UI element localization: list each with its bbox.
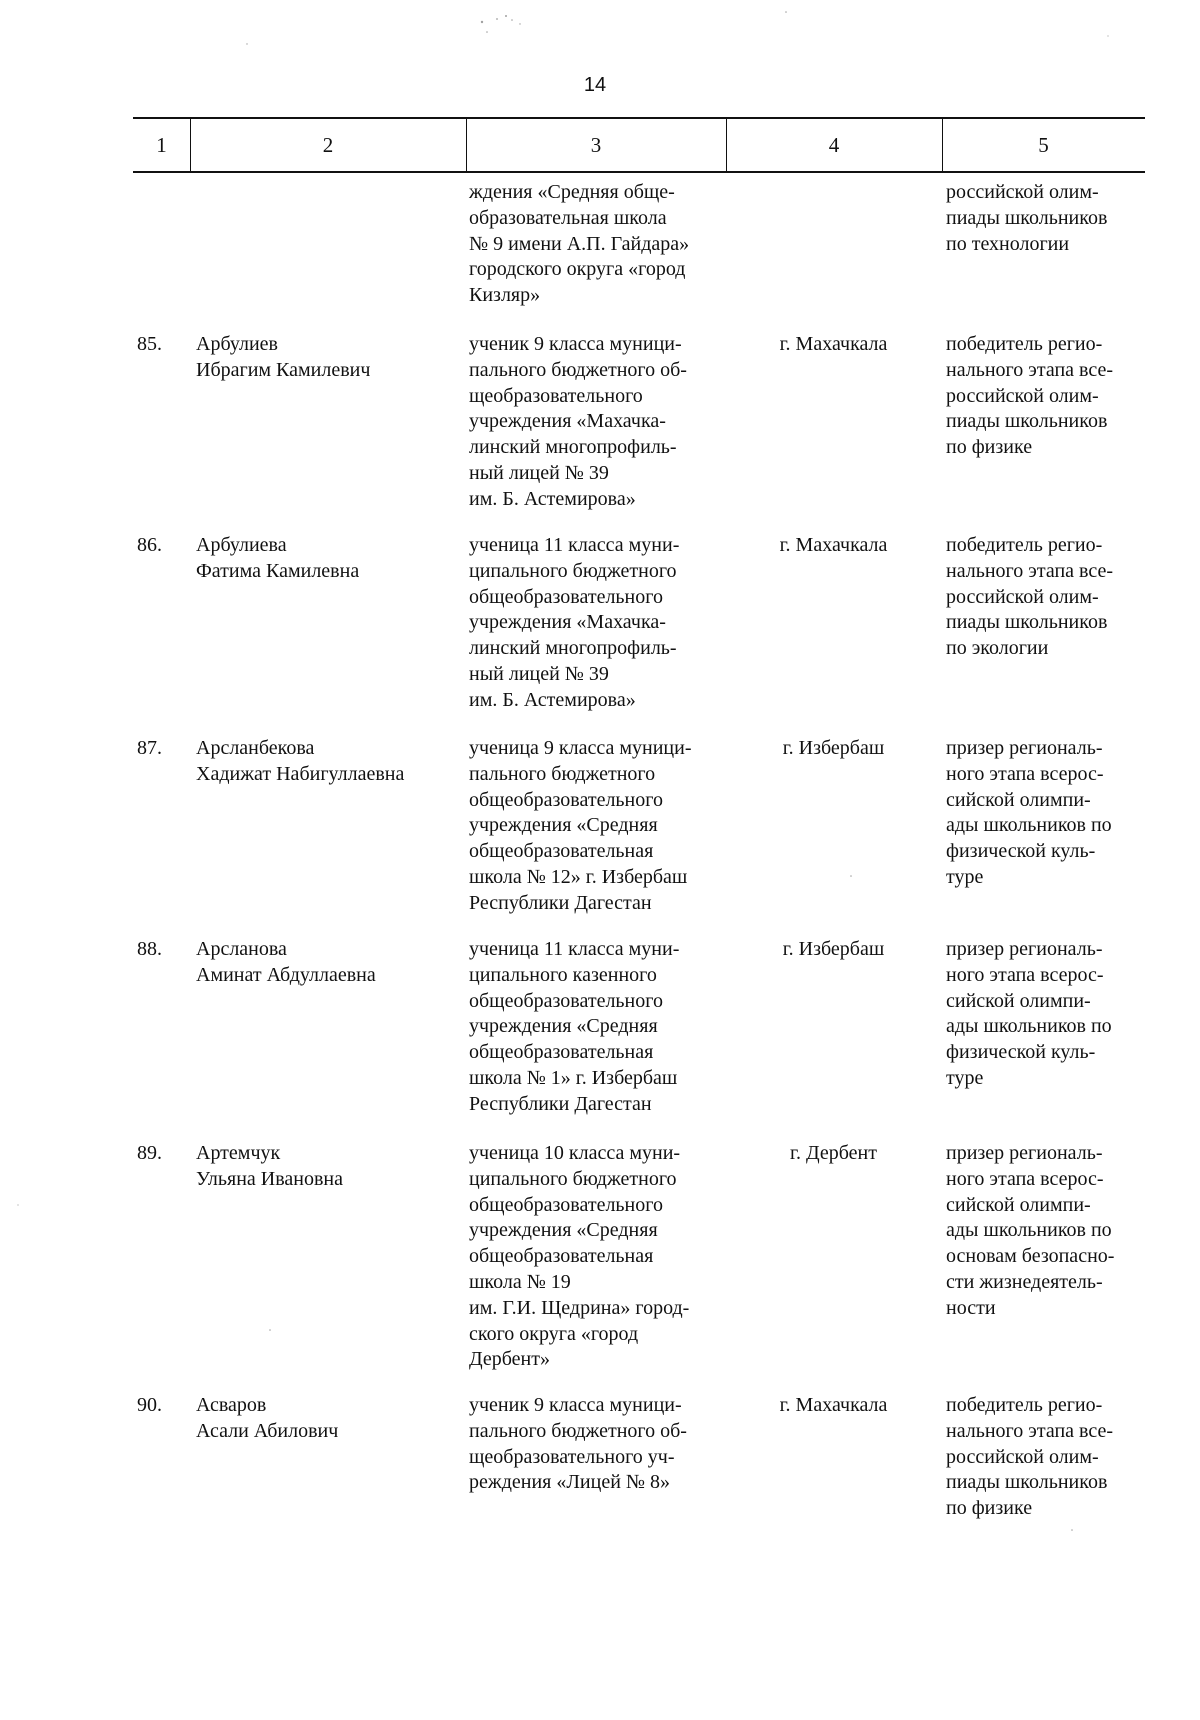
institution: ученик 9 класса муници- пального бюджетного об- щеобразовательного уч- реждения «Лицей № 8» (469, 1394, 687, 1494)
row-number: 88. (137, 938, 162, 960)
city: г. Избербаш (782, 737, 885, 759)
table-header (133, 117, 1145, 173)
participant-name: Арсланбекова Хадижат Набигуллаевна (196, 737, 405, 785)
city: г. Махачкала (779, 534, 888, 556)
participant-name: Асваров Асали Абилович (196, 1394, 339, 1442)
column-header-2: 2 (322, 133, 334, 157)
participant-name: Арсланова Аминат Абдуллаевна (196, 938, 376, 986)
city: г. Дербент (790, 1142, 877, 1164)
award-status: призер региональ- ного этапа всерос- сийской олимпи- ады школьников по основам безопасно- сти жизнедеятель- ности (946, 1142, 1115, 1319)
institution: ученица 11 класса муни- ципального бюджетного общеобразовательного учреждения «Махачка- линский многопрофиль- ный лицей № 39 им. Б. Астемирова» (469, 534, 680, 711)
participant-name: Арбулиев Ибрагим Камилевич (196, 333, 371, 381)
institution: ученица 10 класса муни- ципального бюджетного общеобразовательного учреждения «Средняя общеобразовательная школа № 19 им. Г.И. Щедрина» город- ского округа «город Дербент» (469, 1142, 690, 1371)
row-number: 90. (137, 1394, 162, 1416)
award-status: победитель регио- нального этапа все- российской олим- пиады школьников по физике (946, 1394, 1114, 1520)
participant-name: Арбулиева Фатима Камилевна (196, 534, 360, 582)
column-header-1: 1 (156, 133, 167, 157)
award-status: победитель регио- нального этапа все- российской олим- пиады школьников по физике (946, 333, 1114, 459)
row-number: 86. (137, 534, 162, 556)
institution: ученица 11 класса муни- ципального казенного общеобразовательного учреждения «Средняя общеобразовательная школа № 1» г. Избербаш Республики Дагестан (469, 938, 680, 1115)
city: г. Махачкала (779, 333, 888, 355)
continuation-institution: ждения «Средняя обще- образовательная школа № 9 имени А.П. Гайдара» городского округа «город Кизляр» (469, 181, 690, 307)
participant-name: Артемчук Ульяна Ивановна (196, 1142, 344, 1190)
column-header-5: 5 (1038, 133, 1049, 157)
award-status: призер региональ- ного этапа всерос- сийской олимпи- ады школьников по физической куль- туре (946, 737, 1112, 888)
column-header-3: 3 (590, 133, 602, 157)
city: г. Избербаш (782, 938, 885, 960)
page-number: 14 (583, 74, 607, 96)
row-number: 87. (137, 737, 162, 759)
award-status: призер региональ- ного этапа всерос- сийской олимпи- ады школьников по физической куль- туре (946, 938, 1112, 1089)
institution: ученица 9 класса муници- пального бюджетного общеобразовательного учреждения «Средняя общеобразовательная школа № 12» г. Избербаш Республики Дагестан (469, 737, 692, 914)
column-header-4: 4 (828, 133, 840, 157)
continuation-award: российской олим- пиады школьников по технологии (946, 181, 1108, 255)
row-number: 85. (137, 333, 162, 355)
row-number: 89. (137, 1142, 162, 1164)
city: г. Махачкала (779, 1394, 888, 1416)
award-status: победитель регио- нального этапа все- российской олим- пиады школьников по экологии (946, 534, 1114, 660)
institution: ученик 9 класса муници- пального бюджетного об- щеобразовательного учреждения «Махачка- линский многопрофиль- ный лицей № 39 им. Б. Астемирова» (469, 333, 687, 510)
